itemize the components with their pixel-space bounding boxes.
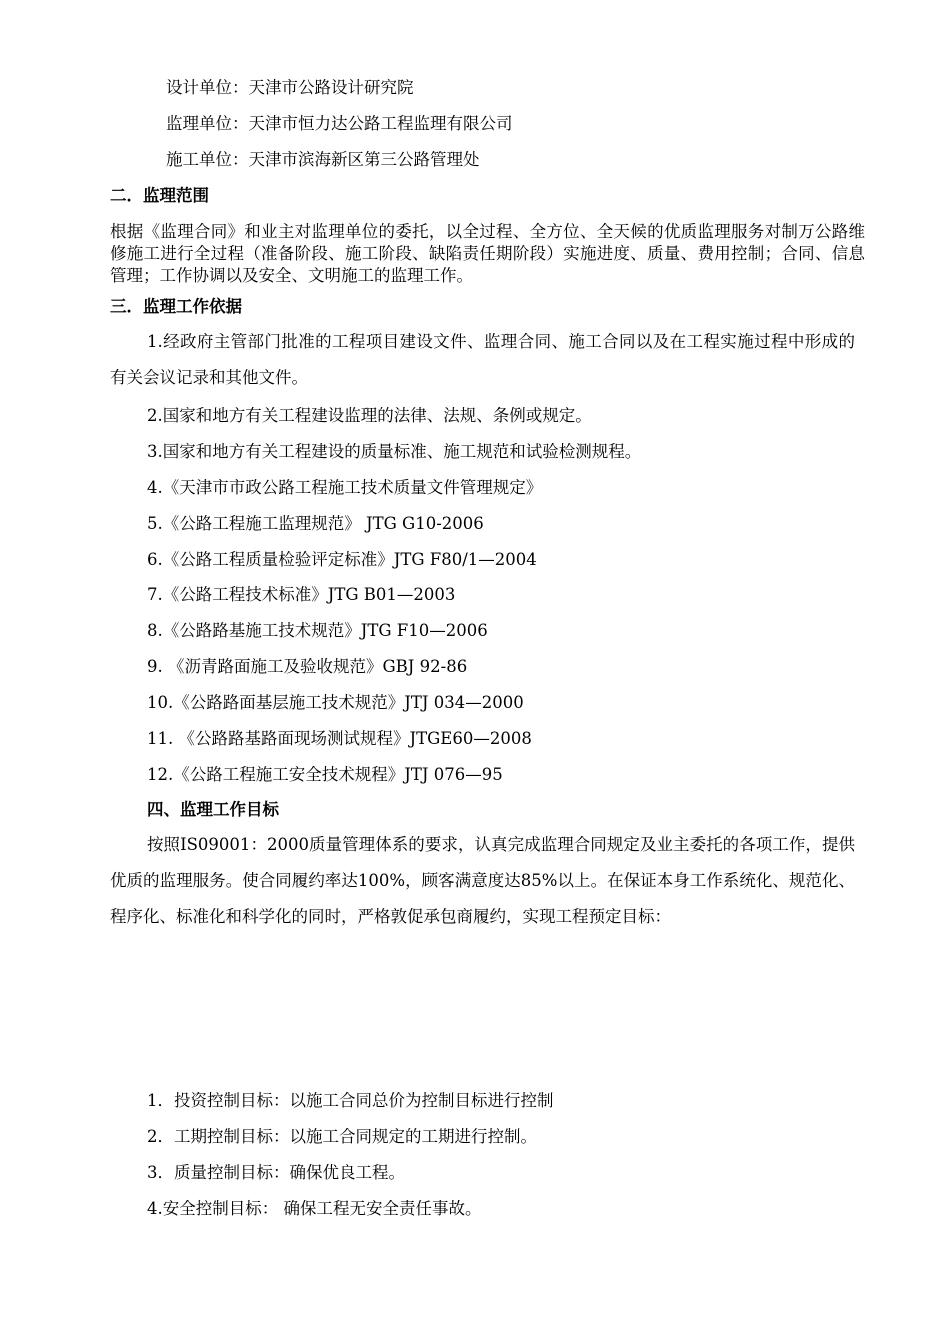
section2-heading: 二．监理范围 bbox=[110, 186, 209, 205]
section3-heading: 三．监理工作依据 bbox=[110, 297, 242, 316]
basis-item-9: 9. 《沥青路面施工及验收规范》GBJ 92-86 bbox=[147, 657, 468, 676]
target-item-4: 4.安全控制目标： 确保工程无安全责任事故。 bbox=[147, 1199, 482, 1218]
basis-item-10: 10.《公路路面基层施工技术规范》JTJ 034—2000 bbox=[147, 693, 524, 712]
basis-item-4: 4.《天津市市政公路工程施工技术质量文件管理规定》 bbox=[147, 478, 543, 497]
basis-item-12: 12.《公路工程施工安全技术规程》JTJ 076—95 bbox=[147, 765, 503, 784]
basis-item-6: 6.《公路工程质量检验评定标准》JTG F80/1—2004 bbox=[147, 550, 537, 569]
basis-item-2: 2.国家和地方有关工程建设监理的法律、法规、条例或规定。 bbox=[147, 406, 592, 425]
target-item-2: 2．工期控制目标：以施工合同规定的工期进行控制。 bbox=[147, 1127, 537, 1146]
basis-item-8: 8.《公路路基施工技术规范》JTG F10—2006 bbox=[147, 621, 488, 640]
section4-body: 按照IS09001：2000质量管理体系的要求，认真完成监理合同规定及业主委托的各项工作，提供优质的监理服务。使合同履约率达100%，顾客满意度达85%以上。在保证本身工作系统化、规范化、程序化、标准化和科学化的同时，严格敦促承包商履约，实现工程预定目标： bbox=[110, 835, 855, 926]
construction-unit-line: 施工单位：天津市滨海新区第三公路管理处 bbox=[166, 150, 480, 169]
section2-body: 根据《监理合同》和业主对监理单位的委托，以全过程、全方位、全天候的优质监理服务对制万公路维修施工进行全过程（准备阶段、施工阶段、缺陷责任期阶段）实施进度、质量、费用控制；合同、信息管理；工作协调以及安全、文明施工的监理工作。 bbox=[110, 222, 865, 285]
basis-item-11: 11. 《公路路基路面现场测试规程》JTGE60—2008 bbox=[147, 729, 532, 748]
basis-item-1: 1.经政府主管部门批准的工程项目建设文件、监理合同、施工合同以及在工程实施过程中形成的有关会议记录和其他文件。 bbox=[110, 332, 855, 387]
target-item-1: 1．投资控制目标：以施工合同总价为控制目标进行控制 bbox=[147, 1091, 554, 1110]
design-unit-line: 设计单位：天津市公路设计研究院 bbox=[166, 78, 414, 97]
basis-item-7: 7.《公路工程技术标准》JTG B01—2003 bbox=[147, 585, 456, 604]
supervision-unit-line: 监理单位：天津市恒力达公路工程监理有限公司 bbox=[166, 114, 513, 133]
basis-item-5: 5.《公路工程施工监理规范》 JTG G10-2006 bbox=[147, 514, 484, 533]
target-item-3: 3．质量控制目标：确保优良工程。 bbox=[147, 1163, 405, 1182]
section4-heading: 四、监理工作目标 bbox=[147, 800, 279, 819]
basis-item-3: 3.国家和地方有关工程建设的质量标准、施工规范和试验检测规程。 bbox=[147, 442, 642, 461]
